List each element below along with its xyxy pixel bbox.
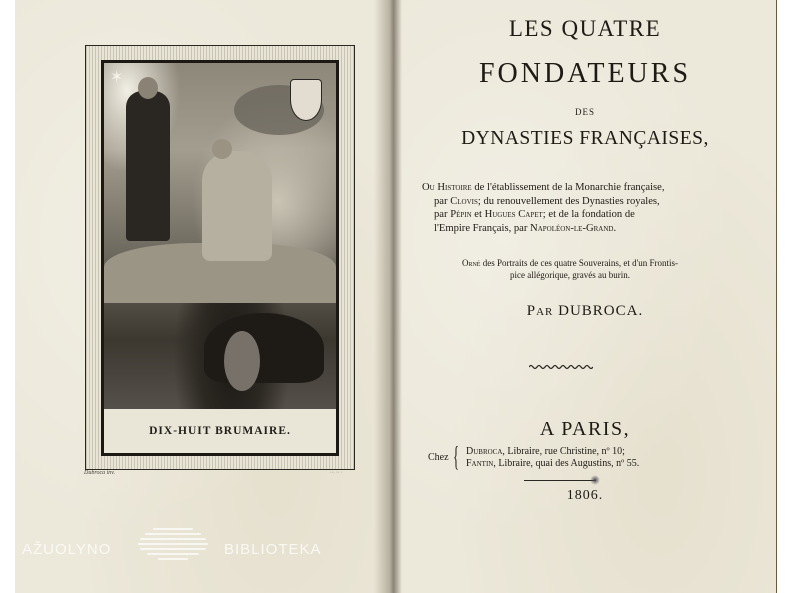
publishers-label: Chez <box>428 452 449 463</box>
engraver-credit-right: ··· ·· · <box>330 470 342 476</box>
title-line-4: DYNASTIES FRANÇAISES, <box>461 128 709 149</box>
title-line-2: FONDATEURS <box>478 58 692 89</box>
ink-blot <box>590 475 600 485</box>
illustrations-note <box>410 257 730 281</box>
watermark-left-text: AŽUOLYNO <box>22 541 112 558</box>
watermark-right-text: BIBLIOTEKA <box>224 541 322 558</box>
brace-icon: { <box>453 442 460 473</box>
description-line-2: par Clovis; du renouvellement des Dynasties royales, <box>434 195 660 207</box>
star-icon: ✶ <box>110 69 124 86</box>
engraving-shield-in-cave <box>224 331 260 391</box>
publisher-2: Fantin, Libraire, quai des Augustins, nº 55. <box>466 458 640 469</box>
engraving-kneeling-figure <box>202 151 272 261</box>
frontispiece-engraving <box>104 63 336 409</box>
imprint-city: A PARIS, <box>539 418 631 440</box>
library-watermark <box>20 537 340 567</box>
author-line <box>400 303 770 320</box>
frontispiece-caption: DIX-HUIT BRUMAIRE. <box>149 425 291 437</box>
wavy-rule-ornament-icon <box>529 364 593 370</box>
author-prefix: Par <box>526 303 554 319</box>
author-name: DUBROCA. <box>553 303 644 319</box>
engraver-credit-left: Dubroca inv. <box>84 470 115 476</box>
description-line-4: l'Empire Français, par Napoléon-le-Grand. <box>434 222 617 234</box>
description-line-3: par Pépin et Hugues Capet; et de la fondation de <box>434 209 635 220</box>
subtitle-description <box>422 181 694 235</box>
engraving-cherub-shield <box>290 79 322 121</box>
engraving-cave <box>204 313 324 383</box>
publishers-lines <box>466 446 639 470</box>
engraving-standing-figure <box>126 91 170 241</box>
wave-lines-logo-icon <box>138 525 208 569</box>
illustrations-note-line-1: Orné des Portraits de ces quatre Souverains, et d'un Frontis- <box>461 258 679 268</box>
imprint-rule <box>524 480 596 481</box>
imprint-year: 1806. <box>566 488 604 503</box>
illustrations-note-line-2: pice allégorique, gravés au burin. <box>510 270 630 280</box>
publisher-1: Dubroca, Libraire, rue Christine, nº 10; <box>466 446 625 457</box>
engraving-kneeling-figure-head <box>212 139 232 159</box>
engraving-standing-figure-head <box>138 77 158 99</box>
title-line-1: LES QUATRE <box>508 16 662 41</box>
title-line-3: DES <box>574 107 595 117</box>
description-line-1: Ou Histoire de l'établissement de la Monarchie française, <box>422 182 665 193</box>
